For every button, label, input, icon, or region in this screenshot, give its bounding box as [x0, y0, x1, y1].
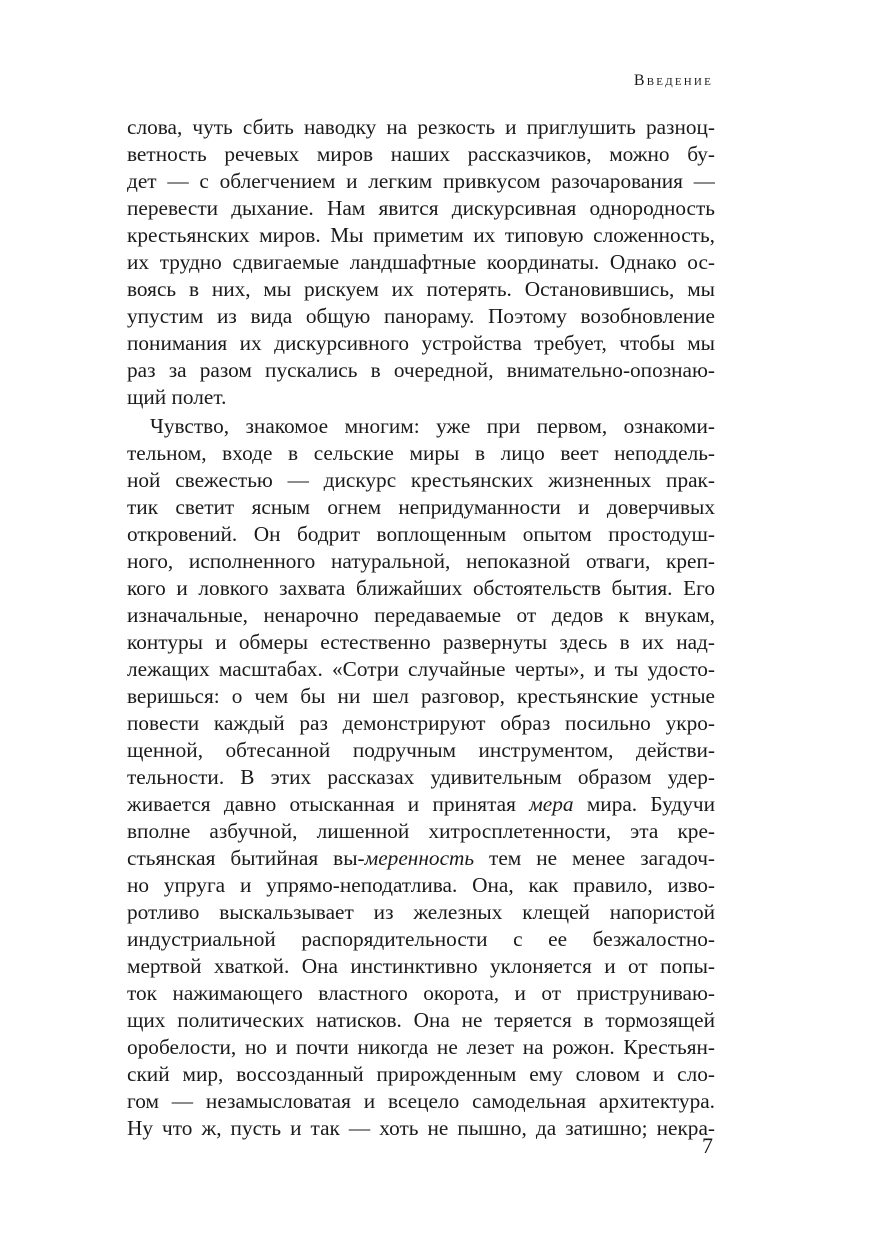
text-line: перевести дыхание. Нам явится дискурсивная однородность [127, 196, 715, 220]
text-line: тик светит ясным огнем непридуманности и доверчивых [127, 495, 715, 519]
text-line: раз за разом пускались в очередной, внимательно-опознаю- [127, 358, 715, 382]
body-text [127, 114, 715, 1142]
text-run: живается давно отысканная и принятая [127, 792, 530, 816]
text-line: изначальные, ненарочно передаваемые от дедов к внукам, [127, 603, 715, 627]
text-line: щенной, обтесанной подручным инструментом, действи- [127, 738, 715, 762]
text-line: повести каждый раз демонстрируют образ посильно укро- [127, 711, 715, 735]
text-line: лежащих масштабах. «Сотри случайные черты», и ты удосто- [127, 657, 715, 681]
text-line: откровений. Он бодрит воплощенным опытом простодуш- [127, 522, 715, 546]
text-line: кого и ловкого захвата ближайших обстоятельств бытия. Его [127, 576, 715, 600]
text-line [127, 845, 715, 872]
text-run: мира. Будучи [573, 792, 715, 816]
text-line: ротливо выскальзывает из железных клещей напористой [127, 900, 715, 924]
text-line: Ну что ж, пусть и так — хоть не пышно, да затишно; некра- [127, 1116, 715, 1140]
text-line: вполне азбучной, лишенной хитросплетенности, эта кре- [127, 819, 715, 843]
text-line: щих политических натисков. Она не теряется в тормозящей [127, 1008, 715, 1032]
text-line: тельности. В этих рассказах удивительным образом удер- [127, 765, 715, 789]
text-line: воясь в них, мы рискуем их потерять. Остановившись, мы [127, 277, 715, 301]
emphasis: мера [529, 792, 574, 816]
text-line: ной свежестью — дискурс крестьянских жизненных прак- [127, 468, 715, 492]
text-line: упустим из вида общую панораму. Поэтому возобновление [127, 304, 715, 328]
text-line [127, 791, 715, 818]
text-line: Чувство, знакомое многим: уже при первом, ознакоми- [150, 414, 715, 438]
paragraph [127, 413, 715, 1142]
page-number: 7 [702, 1133, 713, 1158]
text-line: понимания их дискурсивного устройства требует, чтобы мы [127, 331, 715, 355]
text-line: ток нажимающего властного окорота, и от приструниваю- [127, 981, 715, 1005]
text-line: щий полет. [127, 385, 227, 409]
text-line: тельном, входе в сельские миры в лицо веет неподдель- [127, 441, 715, 465]
running-title: Введение [633, 72, 713, 89]
text-line: контуры и обмеры естественно развернуты здесь в их над- [127, 630, 715, 654]
text-line: веришься: о чем бы ни шел разговор, крестьянские устные [127, 684, 715, 708]
text-line: слова, чуть сбить наводку на резкость и приглушить разноц- [127, 115, 715, 139]
text-line: дет — с облегчением и легким привкусом разочарования — [127, 169, 715, 193]
text-line: ветность речевых миров наших рассказчиков, можно бу- [127, 142, 715, 166]
text-line: ский мир, воссозданный прирожденным ему словом и сло- [127, 1062, 715, 1086]
text-line: ного, исполненного натуральной, непоказной отваги, креп- [127, 549, 715, 573]
text-line: их трудно сдвигаемые ландшафтные координаты. Однако ос- [127, 250, 715, 274]
text-line: гом — незамысловатая и всецело самодельная архитектура. [127, 1089, 715, 1113]
text-line: крестьянских миров. Мы приметим их типовую сложенность, [127, 223, 715, 247]
text-line: но упруга и упрямо-неподатлива. Она, как правило, изво- [127, 873, 715, 897]
text-line: индустриальной распорядительности с ее безжалостно- [127, 927, 715, 951]
text-run: стьянская бытийная вы- [127, 846, 365, 870]
text-line: мертвой хваткой. Она инстинктивно уклоняется и от попы- [127, 954, 715, 978]
text-line: оробелости, но и почти никогда не лезет на рожон. Крестьян- [127, 1035, 715, 1059]
emphasis: меренность [364, 846, 475, 870]
text-run: тем не менее загадоч- [474, 846, 715, 870]
paragraph [127, 114, 715, 411]
